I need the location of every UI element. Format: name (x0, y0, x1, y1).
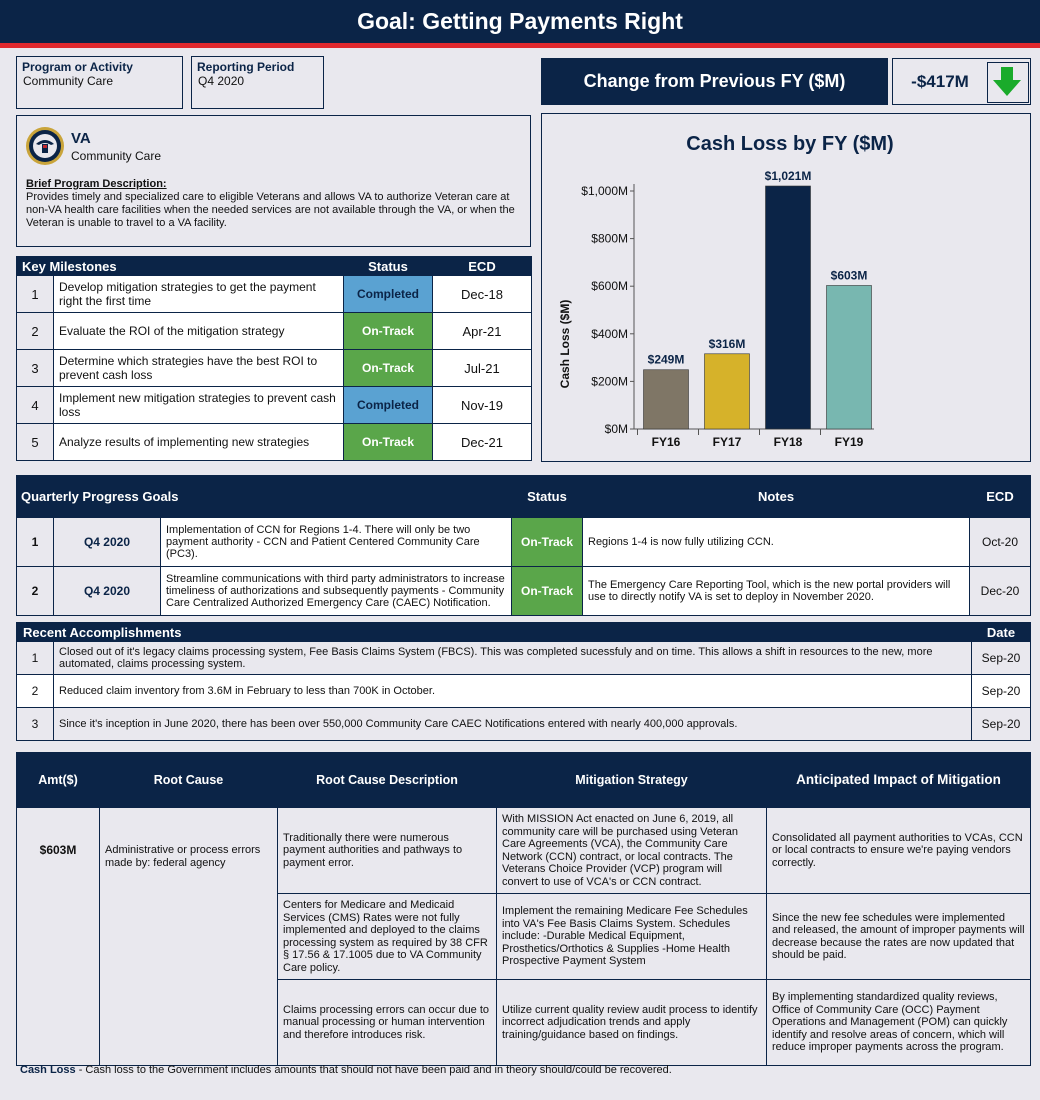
chart-canvas (542, 114, 1030, 461)
status-badge: On-Track (512, 567, 583, 616)
milestone-text: Implement new mitigation strategies to prevent cash loss (54, 387, 344, 424)
ecd-value: Dec-18 (433, 276, 532, 313)
milestone-text: Determine which strategies have the best ROI to prevent cash loss (54, 350, 344, 387)
milestone-text: Develop mitigation strategies to get the payment right the first time (54, 276, 344, 313)
row-number: 4 (17, 387, 54, 424)
amount-value: $603M (17, 808, 100, 1066)
accomplishments-header: Recent Accomplishments (17, 623, 972, 642)
amount-header: Amt($) (17, 753, 100, 808)
down-arrow-icon (987, 62, 1029, 103)
chart-data-label: $316M (708, 336, 746, 351)
table-row (17, 642, 1031, 675)
quarterly-ecd-header: ECD (970, 476, 1031, 518)
table-row (17, 313, 532, 350)
chart-data-label: $249M (647, 352, 685, 367)
table-row (17, 567, 1031, 616)
quarterly-status-header: Status (512, 476, 583, 518)
notes-text: Regions 1-4 is now fully utilizing CCN. (583, 518, 970, 567)
chart-y-tick-label: $0M (604, 422, 628, 436)
program-value: Community Care (23, 74, 114, 88)
root-cause-header: Root Cause (100, 753, 278, 808)
accomplishments-date-header: Date (972, 623, 1031, 642)
accomplishment-text: Since it's inception in June 2020, there has been over 550,000 Community Care CAEC Notifications entered with nearly 400,000 approvals. (54, 708, 972, 741)
accomplishment-text: Closed out of it's legacy claims processing system, Fee Basis Claims System (FBCS). This was completed sucessfuly and on time. This allows a shift in resources to the new, more automated, claims processing system. (54, 642, 972, 675)
anticipated-impact: By implementing standardized quality reviews, Office of Community Care (OCC) Payment Operations and Management (POM) can quickly identify and resolve areas of concern, which will reduce improper payments across the program. (767, 980, 1031, 1066)
status-badge: On-Track (512, 518, 583, 567)
row-number: 1 (17, 642, 54, 675)
row-number: 1 (17, 276, 54, 313)
milestones-header: Key Milestones (17, 257, 344, 276)
ecd-value: Dec-21 (433, 424, 532, 461)
footnote-text: - Cash loss to the Government includes amounts that should not have been paid and in theory should/could be recovered. (75, 1064, 672, 1076)
accomplishment-text: Reduced claim inventory from 3.6M in February to less than 700K in October. (54, 675, 972, 708)
description-heading: Brief Program Description: (26, 178, 167, 190)
status-badge: On-Track (344, 350, 433, 387)
quarter-label: Q4 2020 (54, 567, 161, 616)
row-number: 2 (17, 313, 54, 350)
chart-bar (705, 354, 750, 429)
table-row (17, 350, 532, 387)
chart-x-tick-label: FY16 (651, 435, 681, 449)
change-box (892, 58, 1031, 105)
period-box (191, 56, 324, 109)
mitigation-strategy-header: Mitigation Strategy (497, 753, 767, 808)
program-box (16, 56, 183, 109)
quarterly-header: Quarterly Progress Goals (17, 476, 512, 518)
change-label: Change from Previous FY ($M) (541, 58, 888, 105)
status-badge: Completed (344, 276, 433, 313)
period-value: Q4 2020 (198, 74, 245, 88)
goal-text: Implementation of CCN for Regions 1-4. There will only be two payment authority - CCN and Patient Centered Community Care (PC3). (161, 518, 512, 567)
page-title: Goal: Getting Payments Right (0, 0, 1040, 43)
chart-y-tick-label: $600M (591, 279, 628, 294)
row-number: 1 (17, 518, 54, 567)
row-number: 2 (17, 675, 54, 708)
chart-data-label: $1,021M (764, 169, 812, 184)
root-cause-description: Traditionally there were numerous payment authorities and pathways to payment error. (278, 808, 497, 894)
milestones-ecd-header: ECD (433, 257, 532, 276)
root-cause-text: Administrative or process errors made by: federal agency (100, 808, 278, 1066)
milestones-table (16, 256, 532, 461)
milestone-text: Analyze results of implementing new strategies (54, 424, 344, 461)
table-row (17, 424, 532, 461)
table-row (17, 708, 1031, 741)
org-name: VA (71, 130, 91, 147)
milestone-text: Evaluate the ROI of the mitigation strategy (54, 313, 344, 350)
period-label: Reporting Period (197, 60, 295, 74)
notes-text: The Emergency Care Reporting Tool, which is the new portal providers will use to directly notify VA is set to deploy in November 2020. (583, 567, 970, 616)
table-row (17, 276, 532, 313)
quarterly-notes-header: Notes (583, 476, 970, 518)
root-cause-description-header: Root Cause Description (278, 753, 497, 808)
table-row (17, 387, 532, 424)
org-subtitle: Community Care (71, 149, 162, 163)
date-value: Sep-20 (972, 642, 1031, 675)
row-number: 3 (17, 708, 54, 741)
anticipated-impact: Consolidated all payment authorities to VCAs, CCN or local contracts to ensure we're paying vendors correctly. (767, 808, 1031, 894)
program-label: Program or Activity (22, 60, 133, 74)
chart-data-label: $603M (830, 268, 868, 283)
ecd-value: Jul-21 (433, 350, 532, 387)
chart-y-tick-label: $1,000M (581, 184, 628, 198)
quarterly-goals-table (16, 475, 1031, 616)
status-badge: On-Track (344, 424, 433, 461)
chart-x-tick-label: FY19 (834, 435, 864, 449)
quarter-label: Q4 2020 (54, 518, 161, 567)
program-description-box (16, 115, 531, 247)
mitigation-strategy: With MISSION Act enacted on June 6, 2019, all community care will be purchased using Veteran Care Agreements (VCA), the Community Care Network (CCN) contract, or local contracts. The Veterans Choice Provider (VCP) program will convert to use of VCA's or CCN contract. (497, 808, 767, 894)
chart-title: Cash Loss by FY ($M) (686, 133, 894, 155)
table-row (17, 808, 1031, 894)
root-cause-description: Claims processing errors can occur due to manual processing or human intervention and therefore introduces risk. (278, 980, 497, 1066)
table-row (17, 518, 1031, 567)
date-value: Sep-20 (972, 675, 1031, 708)
mitigation-strategy: Utilize current quality review audit process to identify incorrect adjudication trends and apply training/guidance based on findings. (497, 980, 767, 1066)
va-seal-icon (25, 126, 65, 166)
row-number: 5 (17, 424, 54, 461)
footnote (20, 1064, 672, 1076)
chart-bar (827, 285, 872, 429)
chart-y-tick-label: $800M (591, 231, 628, 246)
chart-y-tick-label: $400M (591, 326, 628, 341)
row-number: 3 (17, 350, 54, 387)
chart-bar (644, 370, 689, 429)
description-text: Provides timely and specialized care to eligible Veterans and allows VA to authorize Veteran care at non-VA health care facilities when the needed services are not available through the VA, or when the Veteran is unable to travel to a VA facility. (26, 191, 515, 229)
row-number: 2 (17, 567, 54, 616)
title-divider (0, 43, 1040, 48)
anticipated-impact: Since the new fee schedules were implemented and released, the amount of improper payments will decrease because the rates are now updated that should be paid. (767, 894, 1031, 980)
chart-bar (766, 186, 811, 429)
ecd-value: Dec-20 (970, 567, 1031, 616)
goal-text: Streamline communications with third party administrators to increase timeliness of authorizations and subsequently payments - Community Care Centralized Authorized Emergency Care (CAEC) Notification. (161, 567, 512, 616)
chart-x-tick-label: FY18 (773, 435, 803, 449)
milestones-status-header: Status (344, 257, 433, 276)
root-cause-description: Centers for Medicare and Medicaid Services (CMS) Rates were not fully implemented and deployed to the claims processing system as required by 38 CFR § 17.56 & 17.1005 due to VA Community Care policy. (278, 894, 497, 980)
ecd-value: Oct-20 (970, 518, 1031, 567)
root-cause-table (16, 752, 1031, 1066)
footnote-term: Cash Loss (20, 1064, 76, 1076)
accomplishments-table (16, 622, 1031, 741)
anticipated-impact-header: Anticipated Impact of Mitigation (767, 753, 1031, 808)
status-badge: Completed (344, 387, 433, 424)
ecd-value: Nov-19 (433, 387, 532, 424)
chart-x-tick-label: FY17 (712, 435, 742, 449)
change-value: -$417M (911, 72, 969, 91)
date-value: Sep-20 (972, 708, 1031, 741)
table-row (17, 675, 1031, 708)
mitigation-strategy: Implement the remaining Medicare Fee Schedules into VA's Fee Basis Claims System. Schedules include: -Durable Medical Equipment, Prosthetics/Orthotics & Supplies -Home Health Prospective Payment System (497, 894, 767, 980)
ecd-value: Apr-21 (433, 313, 532, 350)
status-badge: On-Track (344, 313, 433, 350)
chart-y-tick-label: $200M (591, 374, 628, 389)
cash-loss-chart (541, 113, 1031, 462)
chart-y-axis-label: Cash Loss ($M) (558, 299, 572, 389)
